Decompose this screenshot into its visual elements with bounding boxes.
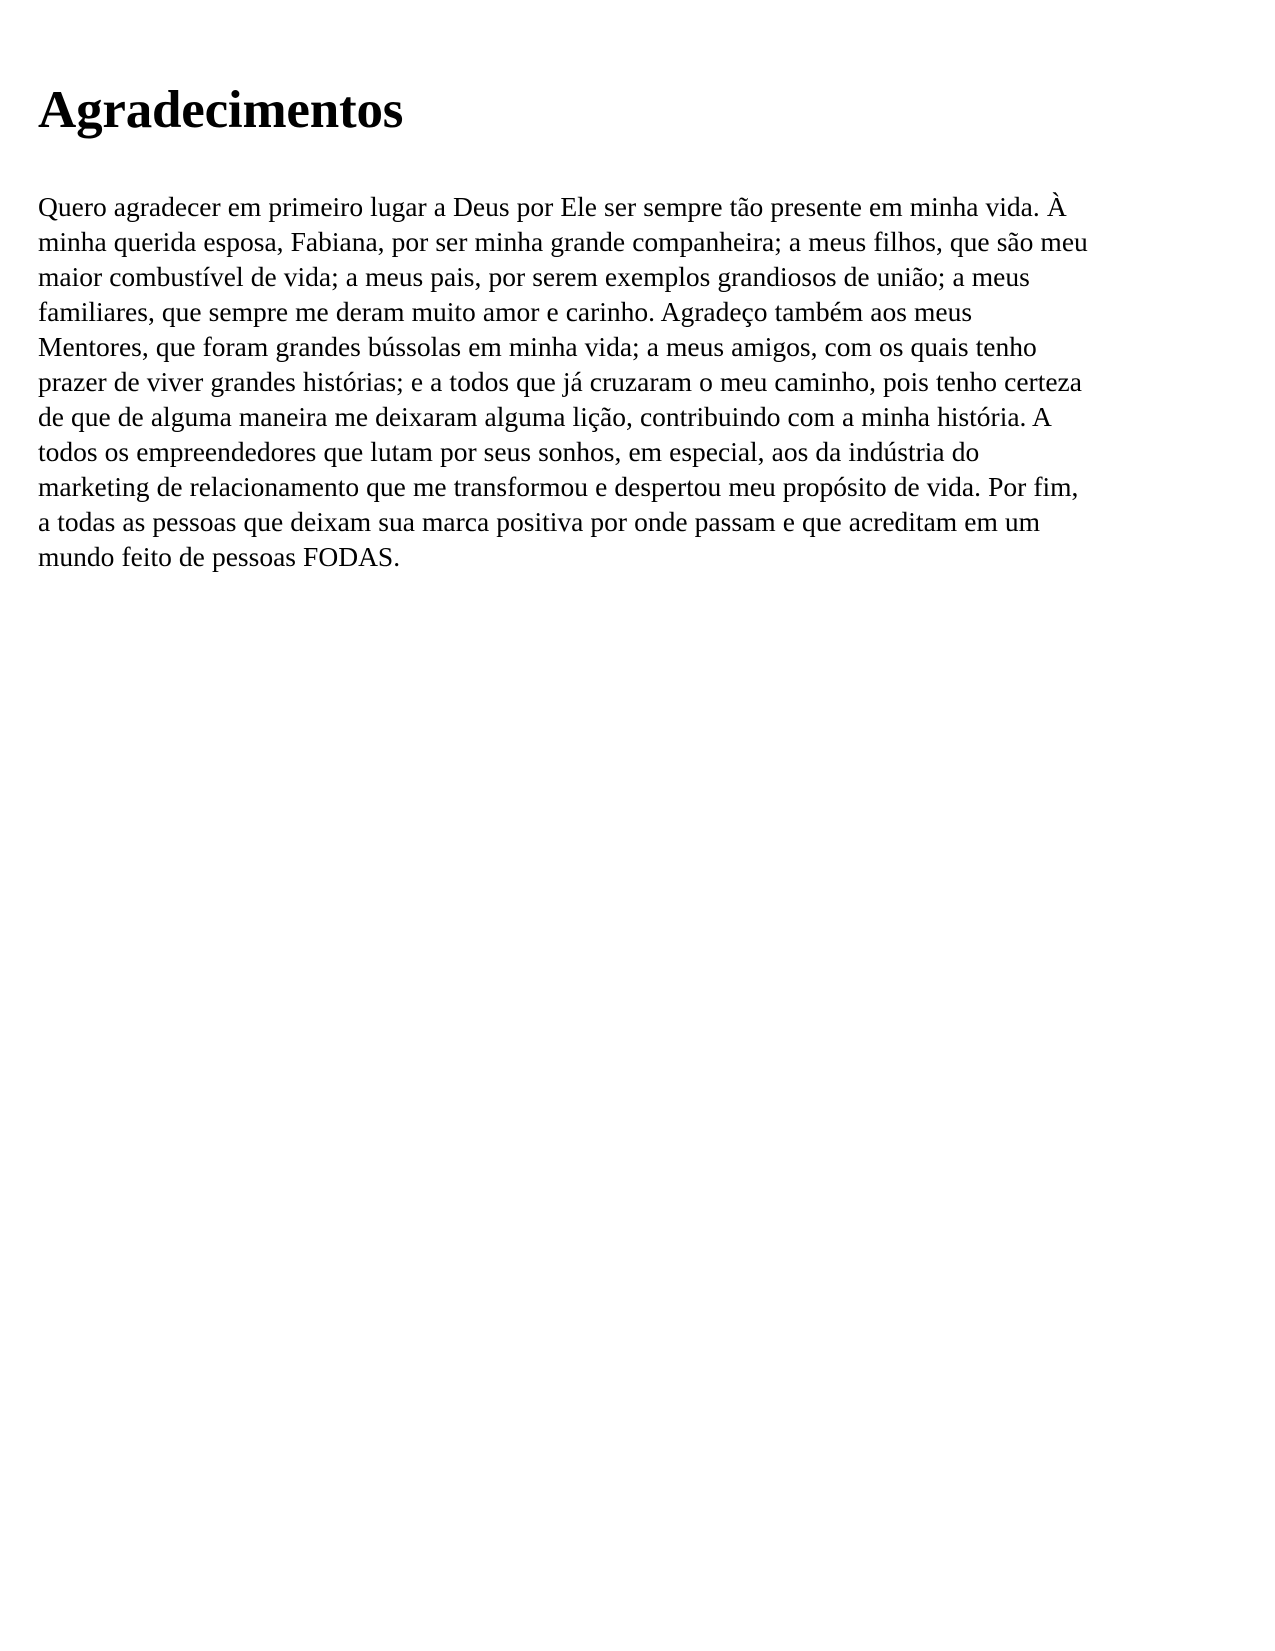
paragraph-line: prazer de viver grandes histórias; e a todos que já cruzaram o meu caminho, pois tenho certeza	[38, 366, 1082, 397]
paragraph-line: marketing de relacionamento que me transformou e despertou meu propósito de vida. Por fim,	[38, 471, 1079, 502]
paragraph-line: mundo feito de pessoas FODAS.	[38, 541, 401, 572]
paragraph-line: Quero agradecer em primeiro lugar a Deus por Ele ser sempre tão presente em minha vida. À	[38, 191, 1067, 222]
paragraph-line: a todas as pessoas que deixam sua marca positiva por onde passam e que acreditam em um	[38, 506, 1041, 537]
paragraph-line: minha querida esposa, Fabiana, por ser minha grande companheira; a meus filhos, que são meu	[38, 226, 1088, 257]
acknowledgements-paragraph	[38, 189, 1232, 574]
paragraph-line: de que de alguma maneira me deixaram alguma lição, contribuindo com a minha história. A	[38, 401, 1052, 432]
paragraph-line: familiares, que sempre me deram muito amor e carinho. Agradeço também aos meus	[38, 296, 973, 327]
paragraph-line: todos os empreendedores que lutam por seus sonhos, em especial, aos da indústria do	[38, 436, 980, 467]
paragraph-line: Mentores, que foram grandes bússolas em minha vida; a meus amigos, com os quais tenho	[38, 331, 1037, 362]
paragraph-line: maior combustível de vida; a meus pais, por serem exemplos grandiosos de união; a meus	[38, 261, 1030, 292]
page-title: Agradecimentos	[38, 81, 404, 139]
